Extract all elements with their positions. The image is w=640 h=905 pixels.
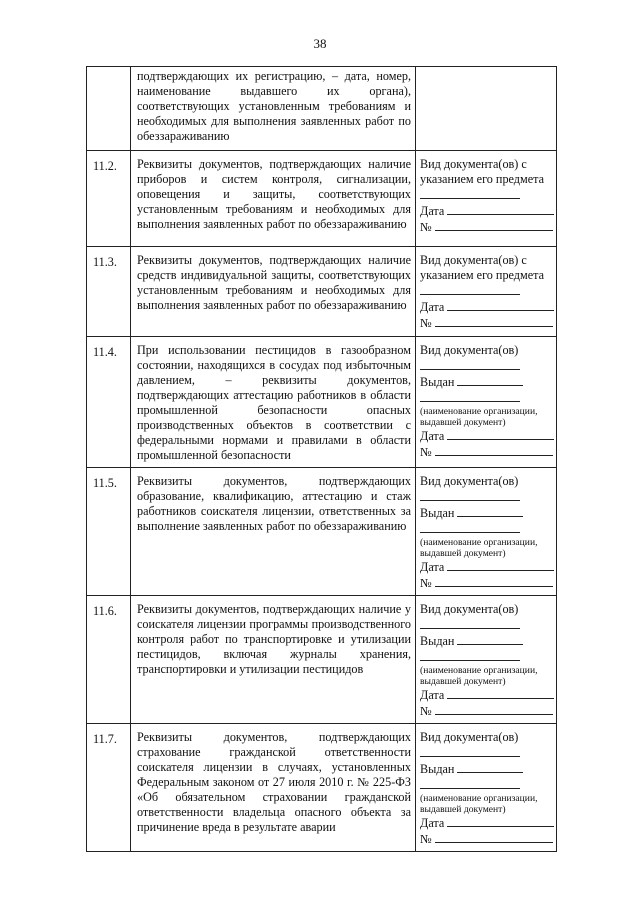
row-number: 11.4. [87,337,131,468]
blank-underline [420,283,520,295]
labeled-field[interactable] [420,505,554,521]
blank-underline [447,559,554,571]
fill-in-line[interactable] [420,617,554,633]
blank-underline [447,815,554,827]
fill-in-line[interactable] [420,390,554,406]
issuer-note: (наименование организации, [420,793,538,804]
row-description: Реквизиты документов, подтверждающих образование, квалификацию, аттестацию и стаж работников соискателя лицензии, ответственных за выполнение заявленных работ по обеззараживанию [131,468,416,596]
issuer-note: (наименование организации, [420,537,538,548]
field-label: Дата [420,560,445,574]
blank-underline [447,299,554,311]
labeled-field[interactable] [420,219,554,235]
labeled-field[interactable] [420,374,554,390]
field-label: Выдан [420,634,455,648]
blank-underline [435,831,553,843]
issuer-note: выдавшей документ) [420,548,506,559]
table-row [87,724,557,852]
row-description: Реквизиты документов, подтверждающих страхование гражданской ответственности соискателя лицензии в случаях, установленных Федеральным законом от 27 июля 2010 г. № 225-ФЗ «Об обязательном страховании гражданской ответственности владельца опасного объекта за причинение вреда в результате аварии [131,724,416,852]
fill-in-line[interactable] [420,489,554,505]
table-row [87,468,557,596]
blank-underline [420,358,520,370]
row-number: 11.7. [87,724,131,852]
fill-in-line[interactable] [420,649,554,665]
issuer-note: выдавшей документ) [420,676,506,687]
blank-underline [420,521,520,533]
document-details-cell [416,337,557,468]
field-label: Дата [420,816,445,830]
field-label: № [420,316,432,330]
field-label: Вид документа(ов) [420,602,519,616]
row-description: подтверждающих их регистрацию, – дата, номер, наименование выдавшего их органа), соответствующих установленным требованиям и необходимых для выполнения заявленных работ по обеззараживанию [131,67,416,151]
issuer-note: (наименование организации, [420,406,538,417]
blank-underline [435,219,553,231]
labeled-field[interactable] [420,559,554,575]
row-description: Реквизиты документов, подтверждающих наличие у соискателя лицензии программы производственного контроля работ по транспортировке и утилизации пестицидов, включая журналы хранения, транспортировки и утилизации пестицидов [131,596,416,724]
labeled-field[interactable] [420,703,554,719]
blank-underline [447,428,554,440]
field-label: Вид документа(ов) [420,343,519,357]
labeled-field[interactable] [420,815,554,831]
labeled-field[interactable] [420,831,554,847]
labeled-field[interactable] [420,428,554,444]
requirements-table [86,66,557,852]
blank-underline [420,187,520,199]
page-number: 38 [313,36,327,51]
field-label: Дата [420,688,445,702]
row-number: 11.2. [87,151,131,247]
issuer-note: (наименование организации, [420,665,538,676]
blank-underline [435,444,553,456]
blank-underline [435,703,553,715]
field-label: № [420,220,432,234]
labeled-field[interactable] [420,633,554,649]
field-label: № [420,445,432,459]
fill-in-line[interactable] [420,187,554,203]
field-label: Вид документа(ов) с [420,253,527,267]
field-label: Вид документа(ов) [420,730,519,744]
blank-underline [420,390,520,402]
labeled-field[interactable] [420,299,554,315]
row-number [87,67,131,151]
field-label: Дата [420,429,445,443]
table-row [87,337,557,468]
row-description: Реквизиты документов, подтверждающих наличие средств индивидуальной защиты, соответствующих установленным требованиям и необходимых для выполнения заявленных работ по обеззараживанию [131,247,416,337]
fill-in-line[interactable] [420,283,554,299]
table-row [87,151,557,247]
blank-underline [420,489,520,501]
table-row [87,247,557,337]
blank-underline [420,649,520,661]
blank-underline [457,505,523,517]
blank-underline [435,575,553,587]
field-label: Выдан [420,375,455,389]
field-label: указанием его предмета [420,268,544,282]
field-label: № [420,832,432,846]
fill-in-line[interactable] [420,745,554,761]
field-label: № [420,576,432,590]
document-details-cell [416,596,557,724]
field-label: № [420,704,432,718]
blank-underline [435,315,553,327]
table-row [87,67,557,151]
field-label: указанием его предмета [420,172,544,186]
row-description: При использовании пестицидов в газообразном состоянии, находящихся в сосудах под избыточным давлением, – реквизиты документов, подтверждающих аттестацию работников в области промышленной безопасности опасных производственных объектов в соответствии с федеральными нормами и правилами в области промышленной безопасности [131,337,416,468]
issuer-note: выдавшей документ) [420,804,506,815]
blank-underline [447,203,554,215]
fill-in-line[interactable] [420,358,554,374]
row-number: 11.5. [87,468,131,596]
document-details-cell [416,151,557,247]
field-label: Вид документа(ов) [420,474,519,488]
field-label: Дата [420,300,445,314]
issuer-note: выдавшей документ) [420,417,506,428]
field-label: Вид документа(ов) с [420,157,527,171]
labeled-field[interactable] [420,761,554,777]
row-number: 11.3. [87,247,131,337]
labeled-field[interactable] [420,687,554,703]
document-details-cell [416,724,557,852]
blank-underline [457,374,523,386]
blank-underline [420,745,520,757]
field-label: Дата [420,204,445,218]
table-row [87,596,557,724]
blank-underline [447,687,554,699]
labeled-field[interactable] [420,444,554,460]
field-label: Выдан [420,506,455,520]
row-description: Реквизиты документов, подтверждающих наличие приборов и систем контроля, сигнализации, оповещения и защиты, соответствующих установленным требованиям и необходимых для выполнения заявленных работ по обеззараживанию [131,151,416,247]
blank-underline [457,761,523,773]
document-details-cell [416,468,557,596]
row-number: 11.6. [87,596,131,724]
blank-underline [420,777,520,789]
fill-in-line[interactable] [420,777,554,793]
labeled-field[interactable] [420,203,554,219]
fill-in-line[interactable] [420,521,554,537]
blank-underline [420,617,520,629]
table-body [87,67,557,852]
field-label: Выдан [420,762,455,776]
document-details-cell [416,67,557,151]
labeled-field[interactable] [420,575,554,591]
labeled-field[interactable] [420,315,554,331]
document-details-cell [416,247,557,337]
blank-underline [457,633,523,645]
